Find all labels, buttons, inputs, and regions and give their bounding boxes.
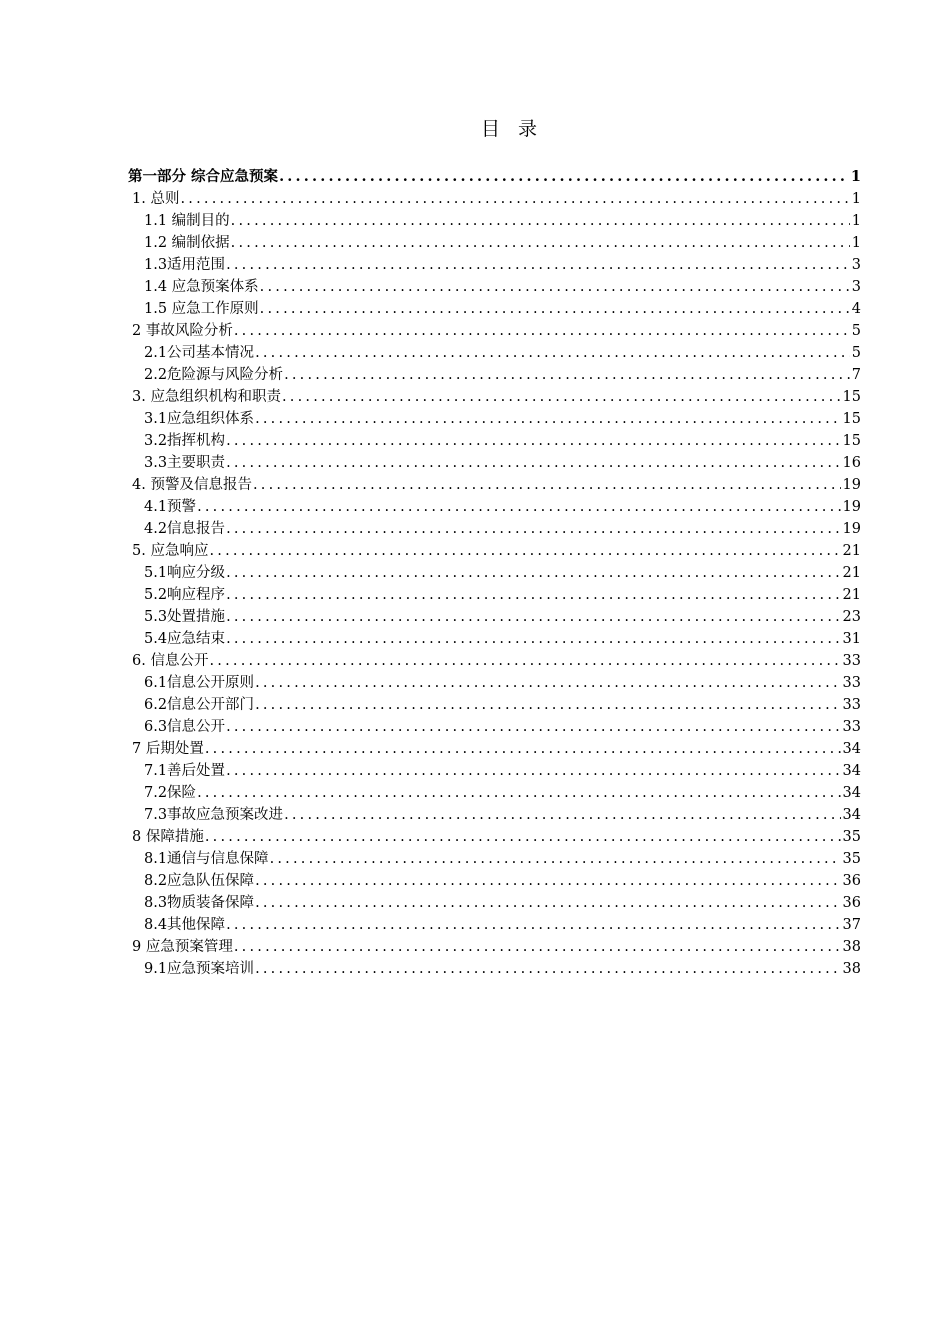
toc-entry-page-number: 33 <box>842 719 861 735</box>
toc-entry[interactable] <box>128 210 861 232</box>
toc-entry-page-number: 4 <box>851 301 861 317</box>
toc-entry[interactable] <box>128 892 861 914</box>
toc-entry-page-number: 19 <box>842 499 861 515</box>
toc-entry[interactable] <box>128 870 861 892</box>
toc-dot-leader <box>283 804 840 826</box>
toc-entry[interactable] <box>128 716 861 738</box>
toc-entry[interactable] <box>128 672 861 694</box>
toc-entry[interactable] <box>128 276 861 298</box>
toc-entry[interactable] <box>128 826 861 848</box>
toc-dot-leader <box>225 628 840 650</box>
toc-entry-label: 2.2危险源与风险分析 <box>144 367 284 383</box>
toc-dot-leader <box>254 694 840 716</box>
toc-dot-leader <box>225 254 850 276</box>
toc-entry[interactable] <box>128 298 861 320</box>
toc-entry-page-number: 15 <box>842 389 861 405</box>
toc-entry-label: 7.1善后处置 <box>144 763 226 779</box>
toc-entry-page-number: 19 <box>842 521 861 537</box>
toc-dot-leader <box>233 936 841 958</box>
toc-entry-label: 3.2指挥机构 <box>144 433 226 449</box>
table-of-contents <box>128 166 861 980</box>
toc-dot-leader <box>179 188 849 210</box>
toc-entry[interactable] <box>128 650 861 672</box>
toc-entry-page-number: 35 <box>842 829 861 845</box>
toc-entry[interactable] <box>128 584 861 606</box>
toc-entry[interactable] <box>128 738 861 760</box>
toc-entry-label: 8.1通信与信息保障 <box>144 851 269 867</box>
toc-entry-label: 1.5 应急工作原则 <box>144 301 259 317</box>
toc-entry-page-number: 31 <box>842 631 861 647</box>
toc-entry-page-number: 35 <box>842 851 861 867</box>
toc-entry-label: 2.1公司基本情况 <box>144 345 255 361</box>
toc-dot-leader <box>225 452 840 474</box>
toc-dot-leader <box>208 540 840 562</box>
toc-entry[interactable] <box>128 936 861 958</box>
toc-entry-label: 8.2应急队伍保障 <box>144 873 255 889</box>
toc-dot-leader <box>204 826 841 848</box>
toc-entry-label: 5. 应急响应 <box>132 543 209 559</box>
toc-entry[interactable] <box>128 474 861 496</box>
toc-entry[interactable] <box>128 562 861 584</box>
toc-entry[interactable] <box>128 166 861 188</box>
toc-entry-label: 9 应急预案管理 <box>132 939 233 955</box>
toc-title: 目录 <box>480 118 555 140</box>
toc-entry-page-number: 34 <box>842 763 861 779</box>
toc-dot-leader <box>225 716 840 738</box>
toc-entry-label: 1.2 编制依据 <box>144 235 230 251</box>
toc-entry[interactable] <box>128 232 861 254</box>
toc-entry-page-number: 1 <box>850 168 861 185</box>
toc-entry-label: 1. 总则 <box>132 191 180 207</box>
toc-entry-label: 8.4其他保障 <box>144 917 226 933</box>
toc-entry[interactable] <box>128 188 861 210</box>
toc-entry-page-number: 21 <box>842 543 861 559</box>
toc-entry[interactable] <box>128 342 861 364</box>
toc-entry-page-number: 33 <box>842 653 861 669</box>
toc-entry-label: 5.1响应分级 <box>144 565 226 581</box>
toc-entry-label: 5.4应急结束 <box>144 631 226 647</box>
toc-entry[interactable] <box>128 518 861 540</box>
toc-entry-label: 4.2信息报告 <box>144 521 226 537</box>
toc-dot-leader <box>281 386 841 408</box>
toc-entry-page-number: 33 <box>842 675 861 691</box>
toc-dot-leader <box>225 606 840 628</box>
toc-entry[interactable] <box>128 364 861 386</box>
toc-dot-leader <box>254 342 850 364</box>
toc-entry-label: 3.1应急组织体系 <box>144 411 255 427</box>
toc-dot-leader <box>269 848 841 870</box>
toc-entry-label: 1.3适用范围 <box>144 257 226 273</box>
toc-entry-page-number: 1 <box>851 191 861 207</box>
toc-entry[interactable] <box>128 848 861 870</box>
toc-entry-label: 5.2响应程序 <box>144 587 226 603</box>
toc-entry[interactable] <box>128 694 861 716</box>
toc-entry-label: 3.3主要职责 <box>144 455 226 471</box>
toc-dot-leader <box>278 166 849 188</box>
toc-dot-leader <box>225 430 840 452</box>
toc-dot-leader <box>283 364 850 386</box>
toc-entry-label: 9.1应急预案培训 <box>144 961 255 977</box>
toc-entry-label: 5.3处置措施 <box>144 609 226 625</box>
toc-entry[interactable] <box>128 914 861 936</box>
toc-dot-leader <box>225 760 840 782</box>
toc-dot-leader <box>208 650 840 672</box>
toc-entry-label: 6.1信息公开原则 <box>144 675 255 691</box>
toc-entry-page-number: 36 <box>842 873 861 889</box>
toc-entry-label: 2 事故风险分析 <box>132 323 233 339</box>
toc-entry-label: 7.2保险 <box>144 785 197 801</box>
toc-dot-leader <box>225 518 840 540</box>
toc-entry[interactable] <box>128 452 861 474</box>
toc-entry-page-number: 3 <box>851 279 861 295</box>
toc-entry[interactable] <box>128 958 861 980</box>
toc-entry-label: 6. 信息公开 <box>132 653 209 669</box>
toc-entry-page-number: 5 <box>851 323 861 339</box>
toc-dot-leader <box>196 496 840 518</box>
toc-entry[interactable] <box>128 254 861 276</box>
toc-entry[interactable] <box>128 320 861 342</box>
toc-dot-leader <box>230 210 850 232</box>
toc-entry-label: 7.3事故应急预案改进 <box>144 807 284 823</box>
toc-entry-page-number: 34 <box>842 785 861 801</box>
toc-entry-page-number: 15 <box>842 411 861 427</box>
toc-entry[interactable] <box>128 760 861 782</box>
toc-entry-page-number: 38 <box>842 961 861 977</box>
toc-dot-leader <box>254 408 840 430</box>
toc-entry[interactable] <box>128 606 861 628</box>
toc-dot-leader <box>252 474 841 496</box>
toc-entry-page-number: 1 <box>851 235 861 251</box>
toc-dot-leader <box>230 232 850 254</box>
toc-entry-label: 1.1 编制目的 <box>144 213 230 229</box>
toc-entry[interactable] <box>128 496 861 518</box>
toc-entry-page-number: 16 <box>842 455 861 471</box>
toc-entry-label: 8.3物质装备保障 <box>144 895 255 911</box>
toc-entry-page-number: 34 <box>842 741 861 757</box>
toc-dot-leader <box>259 276 850 298</box>
toc-dot-leader <box>196 782 840 804</box>
toc-dot-leader <box>225 584 840 606</box>
toc-dot-leader <box>259 298 850 320</box>
toc-entry-page-number: 1 <box>851 213 861 229</box>
toc-entry-page-number: 36 <box>842 895 861 911</box>
toc-entry-page-number: 5 <box>851 345 861 361</box>
toc-entry-page-number: 3 <box>851 257 861 273</box>
toc-entry-label: 8 保障措施 <box>132 829 204 845</box>
toc-dot-leader <box>254 892 840 914</box>
toc-entry-label: 6.3信息公开 <box>144 719 226 735</box>
toc-entry[interactable] <box>128 782 861 804</box>
toc-entry-page-number: 21 <box>842 587 861 603</box>
toc-dot-leader <box>254 958 840 980</box>
toc-entry-page-number: 7 <box>851 367 861 383</box>
toc-entry-label: 6.2信息公开部门 <box>144 697 255 713</box>
toc-entry[interactable] <box>128 408 861 430</box>
toc-entry-page-number: 38 <box>842 939 861 955</box>
toc-entry[interactable] <box>128 804 861 826</box>
toc-entry-label: 4.1预警 <box>144 499 197 515</box>
toc-entry[interactable] <box>128 386 861 408</box>
toc-entry-page-number: 21 <box>842 565 861 581</box>
toc-entry-page-number: 23 <box>842 609 861 625</box>
toc-entry[interactable] <box>128 540 861 562</box>
toc-dot-leader <box>225 562 840 584</box>
toc-entry-page-number: 19 <box>842 477 861 493</box>
toc-entry[interactable] <box>128 628 861 650</box>
toc-entry-label: 4. 预警及信息报告 <box>132 477 252 493</box>
toc-dot-leader <box>233 320 850 342</box>
toc-dot-leader <box>204 738 841 760</box>
toc-entry[interactable] <box>128 430 861 452</box>
toc-entry-page-number: 37 <box>842 917 861 933</box>
toc-entry-page-number: 15 <box>842 433 861 449</box>
toc-entry-label: 1.4 应急预案体系 <box>144 279 259 295</box>
toc-entry-label: 第一部分 综合应急预案 <box>128 168 279 185</box>
toc-entry-label: 7 后期处置 <box>132 741 204 757</box>
toc-entry-page-number: 34 <box>842 807 861 823</box>
toc-dot-leader <box>225 914 840 936</box>
toc-dot-leader <box>254 870 840 892</box>
toc-dot-leader <box>254 672 840 694</box>
toc-entry-label: 3. 应急组织机构和职责 <box>132 389 281 405</box>
toc-entry-page-number: 33 <box>842 697 861 713</box>
